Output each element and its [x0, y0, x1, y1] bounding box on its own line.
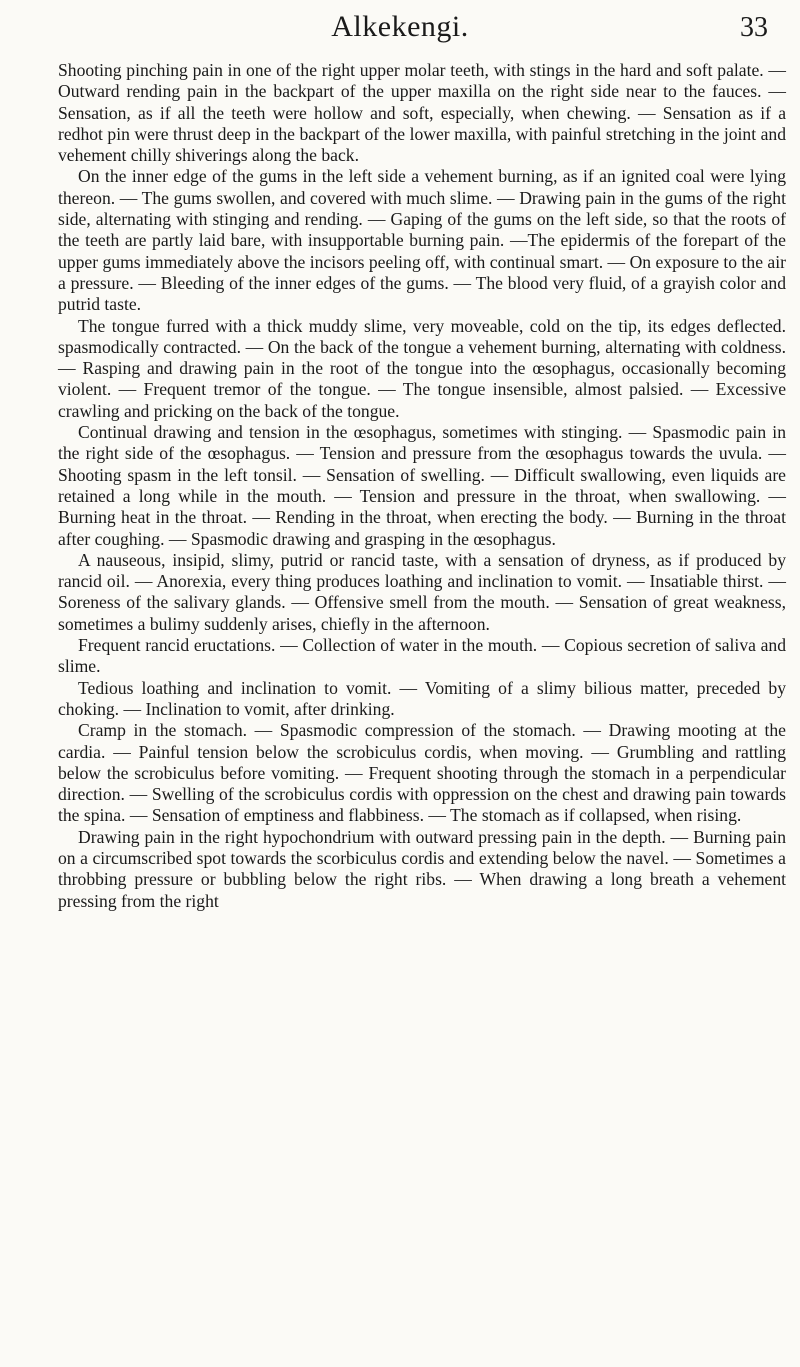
running-head: [0, 8, 800, 48]
paragraph: A nauseous, insipid, slimy, putrid or rancid taste, with a sensation of dryness, as if produced by rancid oil. — Anorexia, every thing produces loathing and inclination to vomit. — Insatiable thirst. — Soreness of the salivary glands. — Offensive smell from the mouth. — Sensation of great weakness, sometimes a bulimy suddenly arises, chiefly in the afternoon.: [58, 549, 786, 634]
paragraph: Frequent rancid eructations. — Collection of water in the mouth. — Copious secretion of saliva and slime.: [58, 635, 786, 677]
paragraph: Shooting pinching pain in one of the right upper molar teeth, with stings in the hard and soft palate. — Outward rending pain in the backpart of the upper maxilla on the right side near to the fauces. — Sensation, as if all the teeth were hollow and soft, especially, when chewing. — Sensation as if a redhot pin were thrust deep in the backpart of the lower maxilla, with painful stretching in the joint and vehement chilly shiverings along the back.: [58, 60, 786, 166]
paragraph: On the inner edge of the gums in the left side a vehement burning, as if an ignited coal were lying thereon. — The gums swollen, and covered with much slime. — Drawing pain in the gums of the right side, alternating with stinging and rending. — Gaping of the gums on the left side, so that the roots of the teeth are partly laid bare, with insupportable burning pain. —The epidermis of the forepart of the upper gums immediately above the incisors peeling off, with continual smart. — On exposure to the air a pressure. — Bleeding of the inner edges of the gums. — The blood very fluid, of a grayish color and putrid taste.: [58, 166, 786, 315]
paragraph: Tedious loathing and inclination to vomit. — Vomiting of a slimy bilious matter, preceded by choking. — Inclination to vomit, after drinking.: [58, 677, 786, 719]
page-title: Alkekengi.: [331, 10, 469, 43]
paragraph: Drawing pain in the right hypochondrium with outward pressing pain in the depth. — Burning pain on a circumscribed spot towards the scorbiculus cordis and extending below the navel. — Sometimes a throbbing pressure or bubbling below the right ribs. — When drawing a long breath a vehement pressing from the right: [58, 826, 786, 911]
page-number: 33: [740, 12, 768, 43]
paragraph: Continual drawing and tension in the œsophagus, sometimes with stinging. — Spasmodic pain in the right side of the œsophagus. — Tension and pressure from the œsophagus towards the uvula. — Shooting spasm in the left tonsil. — Sensation of swelling. — Difficult swallowing, even liquids are retained a long while in the mouth. — Tension and pressure in the throat, when swallowing. — Burning heat in the throat. — Rending in the throat, when erecting the body. — Burning in the throat after coughing. — Spasmodic drawing and grasping in the œsophagus.: [58, 422, 786, 549]
paragraph: Cramp in the stomach. — Spasmodic compression of the stomach. — Drawing mooting at the cardia. — Painful tension below the scrobiculus cordis, when moving. — Grumbling and rattling below the scrobiculus before vomiting. — Frequent shooting through the stomach in a perpendicular direction. — Swelling of the scrobiculus cordis with oppression on the chest and drawing pain towards the spina. — Sensation of emptiness and flabbiness. — The stomach as if collapsed, when rising.: [58, 720, 786, 826]
paragraph: The tongue furred with a thick muddy slime, very moveable, cold on the tip, its edges deflected. spasmodically contracted. — On the back of the tongue a vehement burning, alternating with coldness. — Rasping and drawing pain in the root of the tongue into the œsophagus, occasionally becoming violent. — Frequent tremor of the tongue. — The tongue insensible, almost palsied. — Excessive crawling and pricking on the back of the tongue.: [58, 315, 786, 421]
body-text: [58, 60, 786, 912]
